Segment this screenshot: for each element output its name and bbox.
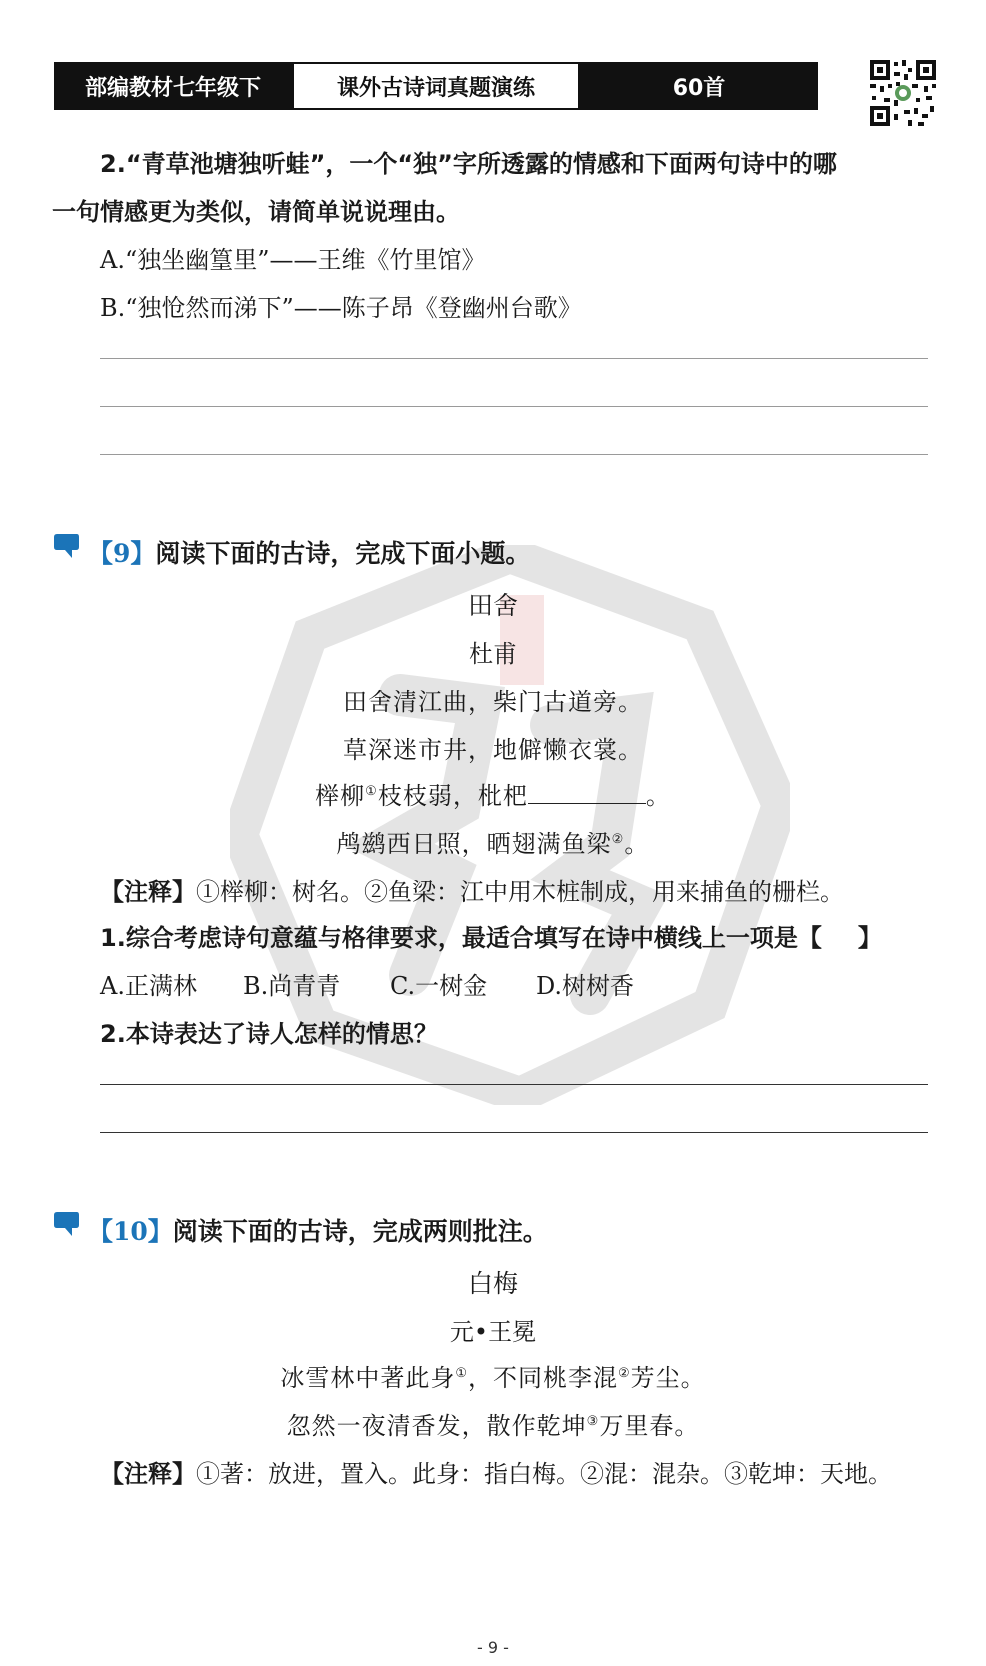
poem-line-3-middle: 枝枝弱，枇杷	[377, 782, 528, 810]
page-number: - 9 -	[477, 1638, 509, 1657]
poem-line-3	[0, 776, 986, 811]
header-title: 课外古诗词真题演练	[292, 62, 580, 110]
bookmark-icon	[52, 533, 80, 559]
footnote-mark: ①	[365, 784, 378, 799]
poem-line-4-text: 鸬鹚西日照，晒翅满鱼梁	[336, 830, 612, 858]
poem-line-3-start: 榉柳	[315, 782, 366, 810]
poem-line-1-part-c: 芳尘。	[630, 1364, 706, 1392]
qr-code-icon	[868, 58, 938, 128]
choice-b: B.尚青青	[243, 972, 341, 1000]
section-10-number: 【10】	[88, 1217, 173, 1246]
annotation	[100, 872, 844, 907]
fill-in-blank[interactable]	[528, 783, 646, 804]
section-9-heading	[88, 534, 530, 570]
question-2: 2.本诗表达了诗人怎样的情思？	[100, 1020, 438, 1048]
footnote-mark: ①	[455, 1366, 468, 1381]
annotation-label: 【注释】	[100, 878, 196, 906]
answer-line-2[interactable]	[100, 406, 928, 407]
poem-line-2-part-a: 忽然一夜清香发，散作乾坤	[286, 1412, 587, 1440]
answer-line-1[interactable]	[100, 358, 928, 359]
section-9-number: 【9】	[88, 539, 156, 568]
poem-title: 白梅	[467, 1269, 518, 1298]
answer-line-3[interactable]	[100, 454, 928, 455]
poem-line-1: 田舍清江曲，柴门古道旁。	[343, 688, 643, 716]
section-9-instruction: 阅读下面的古诗，完成下面小题。	[155, 539, 531, 568]
question-1-end: 】	[857, 924, 882, 952]
option-a: A.“独坐幽篁里”——王维《竹里馆》	[100, 246, 486, 274]
choice-a: A.正满林	[100, 972, 197, 1000]
section-10-heading	[88, 1212, 548, 1248]
poem-line-1-part-b: ，不同桃李混	[468, 1364, 618, 1392]
question-1	[100, 918, 882, 953]
poem-line-2	[0, 1406, 986, 1441]
footnote-mark: ②	[618, 1366, 631, 1381]
choice-c: C.一树金	[390, 972, 488, 1000]
header-grade-label: 部编教材七年级下	[54, 62, 292, 110]
annotation	[100, 1454, 892, 1489]
answer-line-5[interactable]	[100, 1132, 928, 1133]
option-b: B.“独怆然而涕下”——陈子昂《登幽州台歌》	[100, 294, 582, 322]
question-2-line-2: 一句情感更为类似，请简单说说理由。	[52, 198, 460, 226]
annotation-text: ①榉柳：树名。②鱼梁：江中用木桩制成，用来捕鱼的栅栏。	[196, 878, 844, 906]
bookmark-icon	[52, 1211, 80, 1237]
header-count: 60首	[580, 62, 818, 110]
poem-line-4-end: 。	[624, 830, 650, 858]
poem-line-1	[0, 1358, 986, 1393]
question-1-text: 1.综合考虑诗句意蕴与格律要求，最适合填写在诗中横线上一项是【	[100, 924, 822, 952]
poem-line-4	[0, 824, 986, 859]
annotation-text: ①著：放进，置入。此身：指白梅。②混：混杂。③乾坤：天地。	[196, 1460, 892, 1488]
footnote-mark: ③	[586, 1414, 600, 1429]
poem-line-1-part-a: 冰雪林中著此身	[280, 1364, 456, 1392]
poem-title: 田舍	[467, 591, 518, 620]
poem-author: 杜甫	[469, 640, 517, 668]
answer-line-4[interactable]	[100, 1084, 928, 1085]
poem-line-2: 草深迷市井，地僻懒衣裳。	[343, 736, 643, 764]
choice-d: D.树树香	[536, 972, 635, 1000]
footnote-mark: ②	[611, 832, 625, 847]
poem-line-3-end: 。	[645, 782, 671, 810]
poem-author: 元•王冕	[449, 1318, 537, 1346]
section-10-instruction: 阅读下面的古诗，完成两则批注。	[172, 1217, 548, 1246]
poem-line-2-part-b: 万里春。	[599, 1412, 700, 1440]
question-2-line-1: 2.“青草池塘独听蛙”，一个“独”字所透露的情感和下面两句诗中的哪	[100, 150, 837, 178]
annotation-label: 【注释】	[100, 1460, 196, 1488]
